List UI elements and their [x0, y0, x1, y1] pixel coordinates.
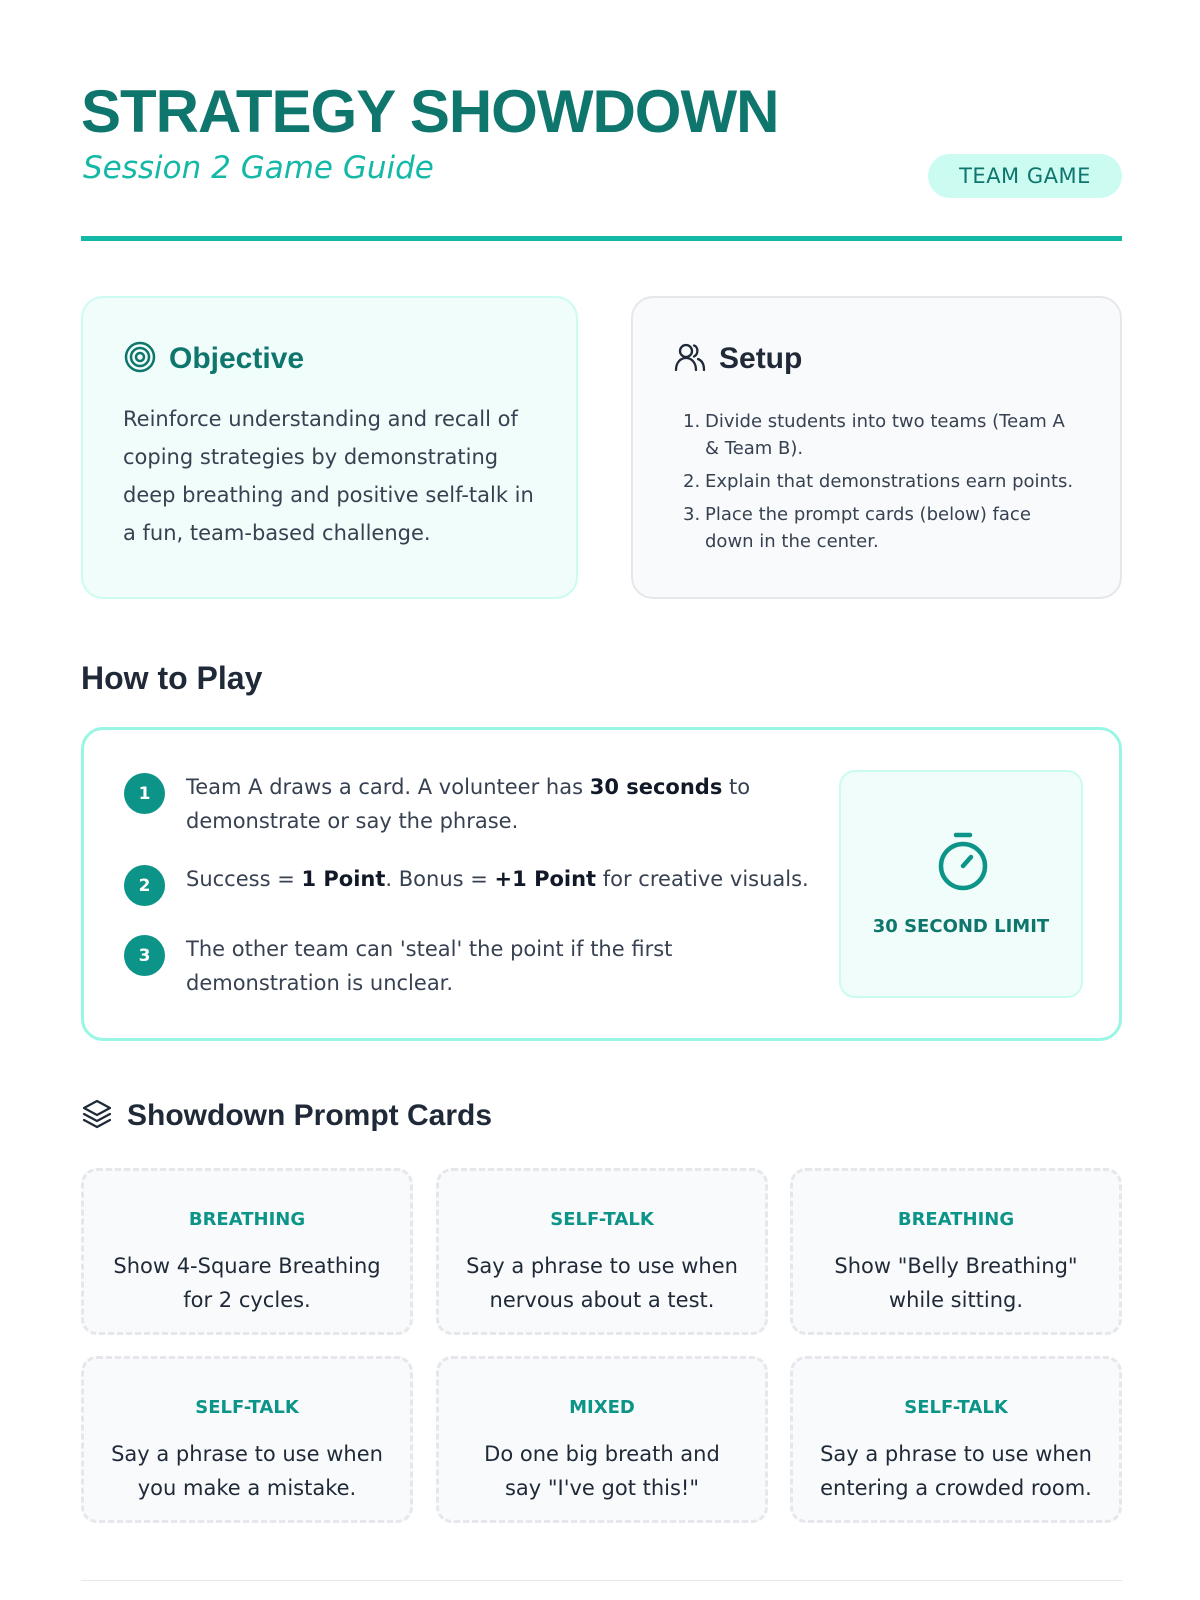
card-category: BREATHING	[188, 1209, 306, 1230]
how-to-play-box	[81, 727, 1122, 1041]
card-prompt: Say a phrase to use when entering a crowded room.	[820, 1442, 1092, 1500]
card-category: MIXED	[569, 1397, 635, 1418]
card-prompt: Show "Belly Breathing" while sitting.	[834, 1254, 1078, 1312]
setup-steps	[683, 408, 1083, 561]
prompt-card	[81, 1168, 413, 1335]
header-divider	[81, 236, 1122, 241]
step-text: The other team can 'steal' the point if the first demonstration is unclear.	[186, 937, 673, 995]
prompt-card	[436, 1356, 768, 1523]
timer-panel	[839, 770, 1083, 998]
card-category: SELF-TALK	[904, 1397, 1008, 1418]
card-category: BREATHING	[897, 1209, 1015, 1230]
setup-step	[683, 501, 1083, 555]
card-prompt: Do one big breath and say "I've got this!"	[484, 1442, 720, 1500]
page-subtitle: Session 2 Game Guide	[83, 150, 434, 186]
how-to-play-heading: How to Play	[81, 660, 263, 696]
setup-step	[683, 408, 1083, 462]
prompt-card	[81, 1356, 413, 1523]
prompt-cards-heading: Showdown Prompt Cards	[127, 1099, 493, 1132]
layers-icon	[81, 1098, 113, 1134]
footer-divider	[81, 1580, 1122, 1581]
timer-label: 30 SECOND LIMIT	[872, 916, 1050, 937]
objective-card	[81, 296, 578, 599]
play-step	[124, 770, 786, 838]
objective-header	[123, 340, 304, 378]
card-category: SELF-TALK	[550, 1209, 654, 1230]
prompt-card	[790, 1168, 1122, 1335]
card-category: SELF-TALK	[195, 1397, 299, 1418]
step-text: Success = 1 Point. Bonus = +1 Point for creative visuals.	[186, 867, 809, 891]
setup-step	[683, 468, 1083, 495]
step-number-badge: 2	[124, 865, 165, 906]
prompt-cards-header	[81, 1098, 492, 1134]
team-game-badge: TEAM GAME	[928, 154, 1122, 198]
page-title: STRATEGY SHOWDOWN	[81, 78, 779, 145]
target-icon	[123, 340, 157, 378]
prompt-card	[436, 1168, 768, 1335]
card-prompt: Say a phrase to use when you make a mistake.	[111, 1442, 383, 1500]
setup-card	[631, 296, 1122, 599]
prompt-card	[790, 1356, 1122, 1523]
card-prompt: Say a phrase to use when nervous about a test.	[466, 1254, 738, 1312]
setup-heading: Setup	[719, 342, 803, 375]
setup-step-text: Place the prompt cards (below) face down in the center.	[705, 504, 1031, 552]
setup-step-text: Explain that demonstrations earn points.	[705, 471, 1074, 492]
play-step	[124, 862, 826, 906]
setup-step-number: 1.	[683, 411, 701, 432]
setup-header	[673, 340, 802, 378]
setup-step-text: Divide students into two teams (Team A & Team B).	[705, 411, 1065, 459]
play-step	[124, 932, 706, 1000]
step-text: Team A draws a card. A volunteer has 30 seconds to demonstrate or say the phrase.	[186, 775, 751, 833]
users-icon	[673, 340, 707, 378]
setup-step-number: 2.	[683, 471, 701, 492]
step-number-badge: 1	[124, 773, 165, 814]
step-number-badge: 3	[124, 935, 165, 976]
setup-step-number: 3.	[683, 504, 701, 525]
objective-text: Reinforce understanding and recall of coping strategies by demonstrating deep breathing and positive self-talk in a fun, team-based challenge.	[123, 407, 534, 545]
objective-heading: Objective	[169, 342, 305, 375]
card-prompt: Show 4-Square Breathing for 2 cycles.	[113, 1254, 381, 1312]
